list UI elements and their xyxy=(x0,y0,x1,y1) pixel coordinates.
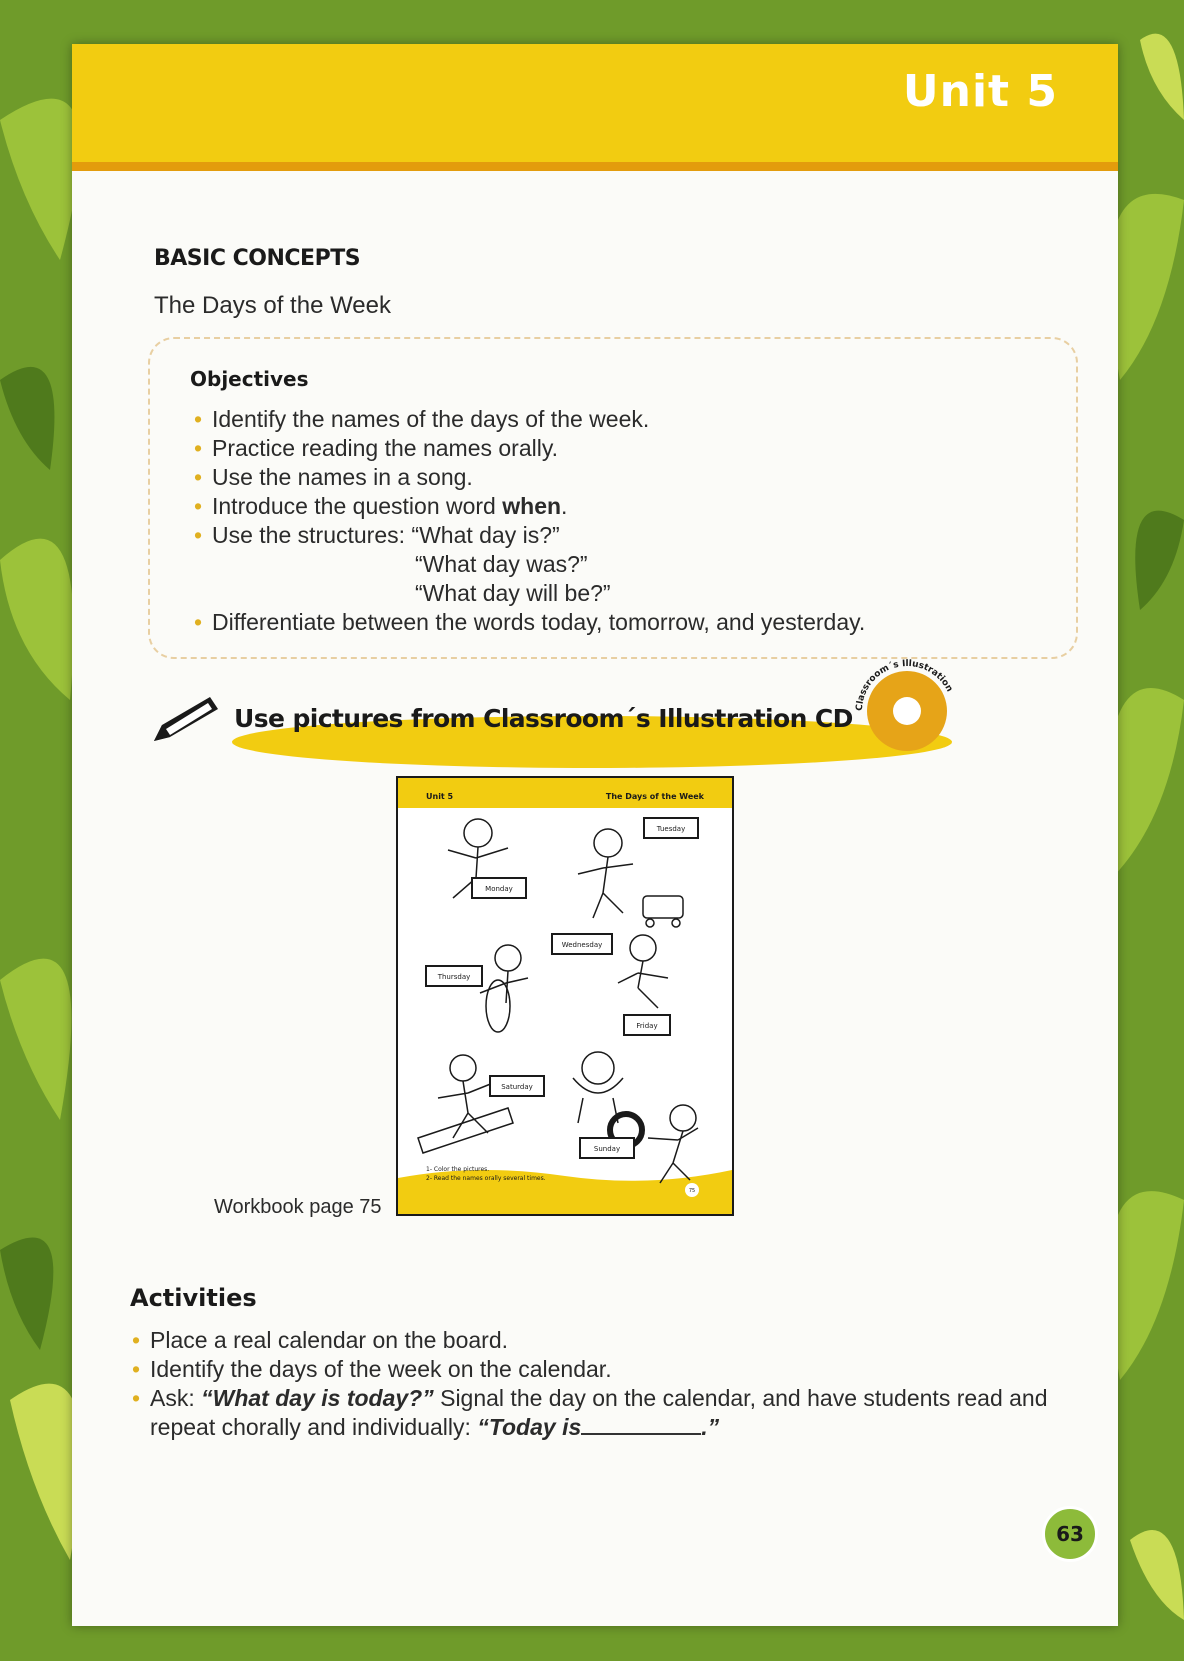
objective-item xyxy=(194,492,865,521)
unit-title: Unit 5 xyxy=(902,66,1058,117)
cd-banner-text: Use pictures from Classroom´s Illustration CD xyxy=(234,704,853,733)
activity-text: Signal the day on the calendar, and have students read and repeat chorally and individually: xyxy=(150,1385,1048,1440)
cd-label: Classroom´s Illustration xyxy=(854,658,955,712)
activities-heading: Activities xyxy=(130,1284,257,1312)
objective-item: • Use the structures: “What day is?” xyxy=(194,521,865,550)
workbook-unit-label: Unit 5 xyxy=(426,792,454,801)
workbook-illustration xyxy=(398,778,732,1214)
workbook-day-label: Wednesday xyxy=(561,941,603,949)
workbook-day-label: Tuesday xyxy=(656,825,686,833)
workbook-page-number: 75 xyxy=(688,1188,696,1194)
basic-concepts-subtitle: The Days of the Week xyxy=(154,292,391,319)
objectives-list xyxy=(194,405,865,637)
activity-quote: “Today is xyxy=(477,1414,582,1440)
workbook-day-label: Friday xyxy=(636,1022,658,1030)
pencil-icon xyxy=(148,689,228,749)
workbook-caption: Workbook page 75 xyxy=(214,1196,382,1218)
activity-item: • Identify the days of the week on the calendar. xyxy=(132,1355,1062,1384)
objectives-box xyxy=(148,337,1078,659)
workbook-instruction: 1- Color the pictures. xyxy=(426,1166,490,1173)
workbook-title-label: The Days of the Week xyxy=(605,792,704,801)
objective-period: . xyxy=(561,493,568,519)
objective-item: • Practice reading the names orally. xyxy=(194,434,865,463)
workbook-day-label: Saturday xyxy=(501,1083,533,1091)
basic-concepts-heading: BASIC CONCEPTS xyxy=(154,246,361,271)
activity-item xyxy=(132,1384,1062,1442)
objective-bold-word: when xyxy=(502,493,562,519)
cd-disc-icon xyxy=(852,656,962,766)
workbook-day-label: Thursday xyxy=(437,973,471,981)
answer-blank xyxy=(581,1413,701,1435)
activity-question: “What day is today?” xyxy=(201,1385,434,1411)
objective-item: • Use the names in a song. xyxy=(194,463,865,492)
objectives-heading: Objectives xyxy=(190,367,309,391)
workbook-instruction: 2- Read the names orally several times. xyxy=(426,1175,546,1182)
objective-item-continued: “What day will be?” xyxy=(415,580,611,606)
workbook-page xyxy=(72,44,1118,1626)
activities-list xyxy=(132,1326,1062,1442)
objective-text: Introduce the question word xyxy=(212,493,503,519)
activity-item: • Place a real calendar on the board. xyxy=(132,1326,1062,1355)
activity-quote-end: .” xyxy=(701,1414,720,1440)
objective-item: • Differentiate between the words today, tomorrow, and yesterday. xyxy=(194,608,865,637)
objective-item: • Identify the names of the days of the week. xyxy=(194,405,865,434)
workbook-thumbnail xyxy=(396,776,734,1216)
page-number-badge: 63 xyxy=(1042,1506,1098,1562)
header-band xyxy=(72,44,1118,171)
activity-text: Ask: xyxy=(150,1385,202,1411)
workbook-day-label: Sunday xyxy=(593,1145,621,1153)
workbook-day-label: Monday xyxy=(485,885,513,893)
objective-item-continued: “What day was?” xyxy=(415,551,588,577)
